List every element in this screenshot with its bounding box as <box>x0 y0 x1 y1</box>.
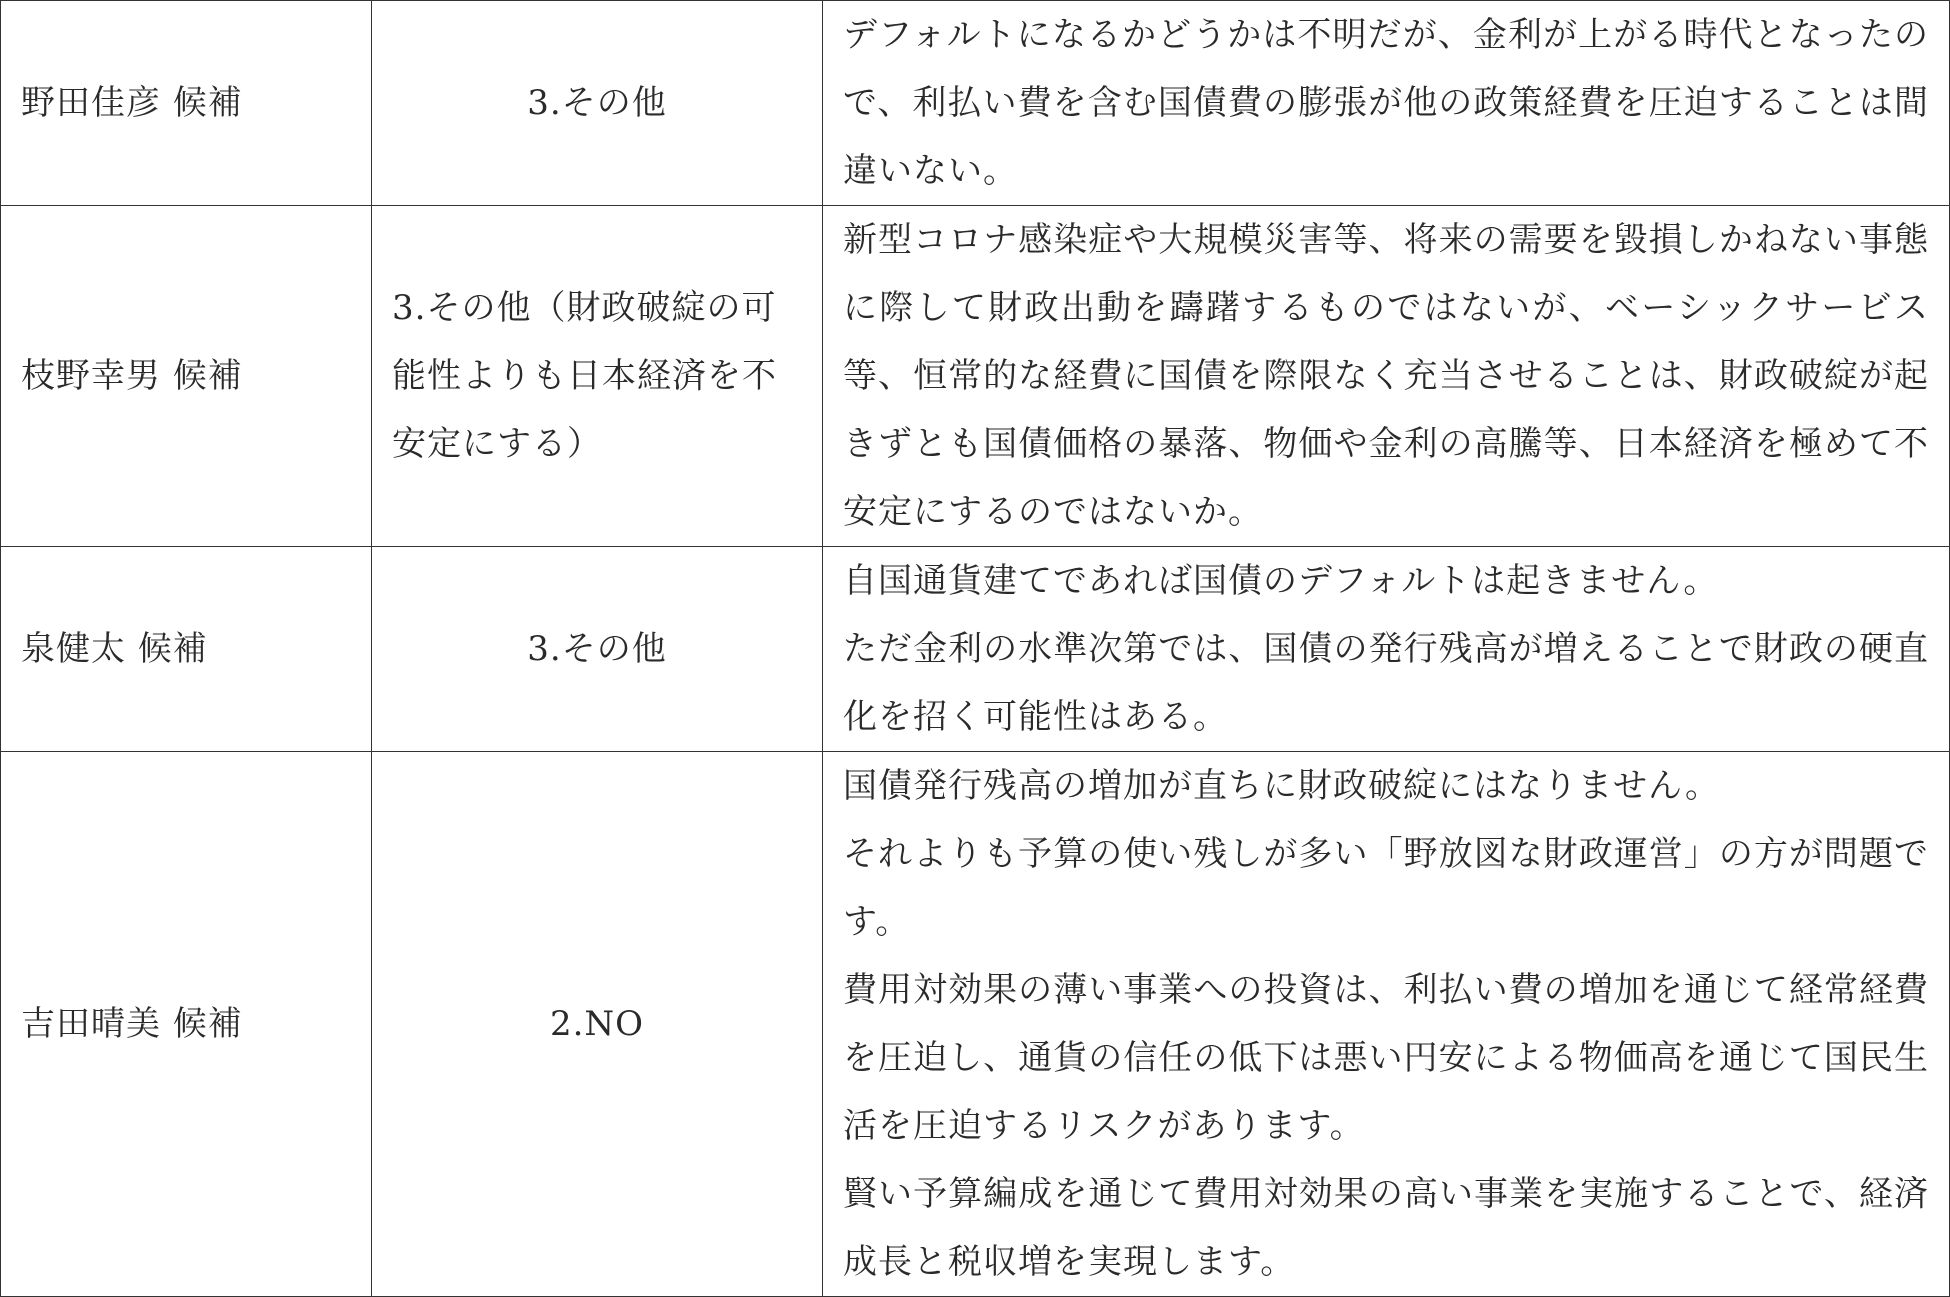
candidate-answer: 2.NO <box>372 752 823 1297</box>
comment-paragraph: デフォルトになるかどうかは不明だが、金利が上がる時代となったので、利払い費を含む国債費の膨張が他の政策経費を圧迫することは間違いない。 <box>843 15 1929 191</box>
comment-paragraph: 新型コロナ感染症や大規模災害等、将来の需要を毀損しかねない事態に際して財政出動を躊躇するものではないが、ベーシックサービス等、恒常的な経費に国債を際限なく充当させることは、財政破綻が起きずとも国債価格の暴落、物価や金利の高騰等、日本経済を極めて不安定にするのではないか。 <box>843 220 1929 532</box>
candidate-name: 泉健太 候補 <box>1 547 372 752</box>
comment-paragraph: ただ金利の水準次第では、国債の発行残高が増えることで財政の硬直化を招く可能性はある。 <box>843 629 1929 737</box>
candidate-answer: 3.その他 <box>372 547 823 752</box>
table-row <box>1 547 1950 752</box>
candidate-answer: 3.その他 <box>372 1 823 206</box>
comment-paragraph: 費用対効果の薄い事業への投資は、利払い費の増加を通じて経常経費を圧迫し、通貨の信任の低下は悪い円安による物価高を通じて国民生活を圧迫するリスクがあります。 <box>843 970 1929 1146</box>
comment-paragraph: 自国通貨建てであれば国債のデフォルトは起きません。 <box>843 561 1719 601</box>
candidate-name: 野田佳彦 候補 <box>1 1 372 206</box>
table-row <box>1 752 1950 1297</box>
candidate-comment <box>823 752 1950 1297</box>
candidate-comment <box>823 206 1950 547</box>
candidate-comment <box>823 1 1950 206</box>
table-row <box>1 206 1950 547</box>
comment-paragraph: 賢い予算編成を通じて費用対効果の高い事業を実施することで、経済成長と税収増を実現します。 <box>843 1174 1929 1282</box>
candidate-name: 吉田晴美 候補 <box>1 752 372 1297</box>
candidate-answer: 3.その他（財政破綻の可能性よりも日本経済を不安定にする） <box>372 206 823 547</box>
candidate-comment <box>823 547 1950 752</box>
candidate-name: 枝野幸男 候補 <box>1 206 372 547</box>
comment-paragraph: それよりも予算の使い残しが多い「野放図な財政運営」の方が問題です。 <box>843 834 1929 942</box>
comment-paragraph: 国債発行残高の増加が直ちに財政破綻にはなりません。 <box>843 766 1721 806</box>
table-row <box>1 1 1950 206</box>
